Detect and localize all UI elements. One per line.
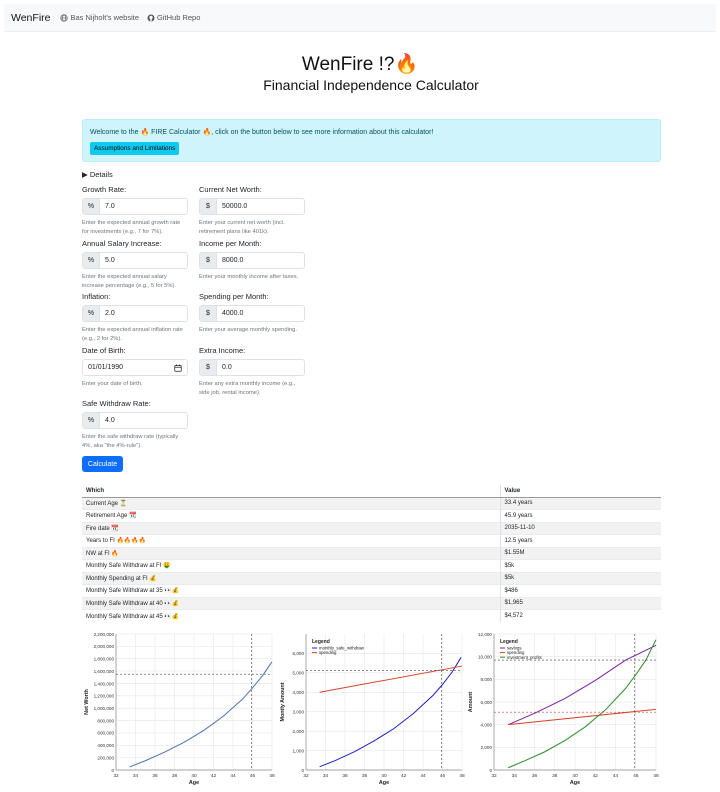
table-row — [82, 610, 661, 623]
x-tick-label: 40 — [381, 774, 387, 779]
x-tick-label: 44 — [420, 774, 426, 779]
salary-increase-value: 5.0 — [105, 257, 115, 264]
brand-link[interactable]: WenFire — [11, 11, 51, 24]
table-header-row — [82, 485, 661, 497]
y-tick-label: 2,000 — [292, 728, 304, 734]
series-line-spending — [320, 666, 462, 692]
calendar-icon[interactable] — [174, 364, 182, 372]
growth-rate-field — [82, 185, 188, 236]
x-tick-label: 44 — [230, 774, 236, 779]
percent-prefix: % — [83, 413, 100, 428]
row-value: $5k — [500, 560, 661, 573]
x-tick-label: 48 — [459, 774, 465, 779]
net-worth-help: Enter your current net worth (incl. retirement plans like 401k). — [199, 220, 285, 235]
website-link[interactable] — [60, 13, 139, 22]
website-link-label: Bas Nijholt's website — [70, 13, 140, 22]
dob-help: Enter your date of birth. — [82, 381, 143, 387]
dob-label: Date of Birth: — [82, 346, 126, 355]
row-value: $1,965 — [500, 597, 661, 610]
x-tick-label: 46 — [633, 774, 639, 779]
percent-prefix: % — [83, 199, 100, 214]
swr-value: 4.0 — [105, 417, 115, 424]
legend-label: savings — [507, 645, 522, 651]
extra-income-input[interactable] — [199, 359, 305, 376]
x-tick-label: 38 — [552, 774, 558, 779]
spending-input[interactable] — [199, 305, 305, 322]
salary-increase-help: Enter the expected annual salary increase percentage (e.g., 5 for 5%). — [82, 274, 177, 289]
spending-label: Spending per Month: — [199, 292, 269, 301]
row-label: Monthly Safe Withdraw at 45 👀💰 — [82, 610, 500, 623]
table-row — [82, 497, 661, 510]
y-tick-label: 600,000 — [97, 730, 114, 736]
x-tick-label: 38 — [171, 774, 178, 779]
inflation-field — [82, 292, 188, 343]
x-tick-label: 48 — [269, 774, 275, 779]
table-row — [82, 585, 661, 598]
y-tick-label: 200,000 — [97, 755, 114, 761]
row-value: 45.9 years — [500, 510, 661, 523]
y-tick-label: 6,000 — [480, 699, 492, 705]
spending-help: Enter your average monthly spending. — [199, 327, 297, 333]
net-worth-input[interactable] — [199, 198, 305, 215]
x-tick-label: 34 — [322, 774, 329, 779]
calculate-button[interactable]: Calculate — [82, 456, 123, 472]
y-tick-label: 2,000 — [480, 745, 492, 751]
x-tick-label: 36 — [531, 774, 538, 779]
legend-title: Legend — [500, 639, 518, 645]
github-icon — [147, 14, 155, 22]
growth-rate-value: 7.0 — [105, 203, 115, 210]
y-tick-label: 4,000 — [292, 690, 304, 696]
y-axis-label: Amount — [468, 691, 474, 713]
extra-income-help: Enter any extra monthly income (e.g., side job, rental income). — [199, 381, 296, 396]
row-value: 12.5 years — [500, 535, 661, 548]
y-tick-label: 2,200,000 — [93, 631, 114, 637]
dob-value: 01/01/1990 — [88, 364, 124, 371]
x-tick-label: 42 — [592, 774, 598, 779]
y-tick-label: 1,000,000 — [93, 705, 114, 711]
salary-increase-input[interactable] — [82, 252, 188, 269]
info-alert — [82, 119, 661, 162]
x-tick-label: 38 — [361, 774, 368, 779]
row-label: NW at FI 🔥 — [82, 547, 500, 560]
net-worth-value: 50000.0 — [222, 203, 248, 210]
x-tick-label: 42 — [400, 774, 407, 779]
income-help: Enter your monthly income after taxes. — [199, 274, 299, 280]
column-header-which: Which — [82, 485, 500, 497]
results-table — [82, 485, 661, 622]
x-tick-label: 34 — [132, 774, 139, 779]
details-toggle[interactable]: ▶ Details — [82, 170, 113, 179]
row-label: Monthly Safe Withdraw at 35 👀💰 — [82, 585, 500, 598]
x-tick-label: 46 — [439, 774, 446, 779]
x-tick-label: 46 — [249, 774, 256, 779]
percent-prefix: % — [83, 306, 100, 321]
x-tick-label: 40 — [191, 774, 197, 779]
table-row — [82, 560, 661, 573]
column-header-value: Value — [500, 485, 661, 497]
row-value: 33.4 years — [500, 497, 661, 510]
x-tick-label: 34 — [511, 774, 517, 779]
assumptions-button[interactable]: Assumptions and Limitations — [90, 142, 179, 155]
dob-input[interactable] — [82, 359, 188, 376]
x-tick-label: 32 — [113, 774, 119, 779]
dob-field — [82, 346, 188, 389]
income-value: 8000.0 — [222, 257, 244, 264]
spending-field — [199, 292, 305, 335]
alert-text: Welcome to the 🔥 FIRE Calculator 🔥, click on the button below to see more information about this calculator! — [90, 129, 434, 136]
y-tick-label: 4,000 — [480, 722, 492, 728]
growth-rate-help: Enter the expected annual growth rate for investments (e.g., 7 for 7%). — [82, 220, 181, 235]
page-title: WenFire !?🔥 — [301, 54, 419, 75]
row-label: Monthly Safe Withdraw at FI 🤑 — [82, 560, 500, 573]
x-tick-label: 42 — [210, 774, 217, 779]
table-row — [82, 522, 661, 535]
inflation-help: Enter the expected annual inflation rate (e.g., 2 for 2%). — [82, 327, 183, 342]
row-label: Fire date 📆 — [82, 522, 500, 535]
growth-rate-input[interactable] — [82, 198, 188, 215]
x-axis-label: Age — [188, 780, 200, 786]
y-tick-label: 12,000 — [477, 631, 492, 637]
inflation-input[interactable] — [82, 305, 188, 322]
dollar-prefix: $ — [200, 199, 217, 214]
net-worth-chart — [82, 628, 278, 790]
table-row — [82, 535, 661, 548]
extra-income-label: Extra Income: — [199, 346, 246, 355]
globe-icon — [60, 14, 68, 22]
x-tick-label: 32 — [491, 774, 497, 779]
swr-field — [82, 399, 188, 450]
y-tick-label: 400,000 — [97, 743, 114, 749]
y-tick-label: 3,000 — [292, 709, 304, 715]
y-tick-label: 6,000 — [292, 651, 304, 657]
y-axis-label: Net Worth — [84, 689, 90, 715]
swr-label: Safe Withdraw Rate: — [82, 399, 151, 408]
net-worth-field — [199, 185, 305, 236]
net-worth-label: Current Net Worth: — [199, 185, 262, 194]
x-tick-label: 40 — [572, 774, 578, 779]
growth-rate-label: Growth Rate: — [82, 185, 127, 194]
x-axis-label: Age — [569, 780, 581, 786]
salary-increase-label: Annual Salary Increase: — [82, 239, 162, 248]
x-tick-label: 48 — [653, 774, 659, 779]
table-row — [82, 547, 661, 560]
legend-label: spending — [319, 650, 337, 656]
y-tick-label: 0 — [301, 767, 304, 773]
y-tick-label: 800,000 — [97, 718, 114, 724]
github-link[interactable] — [147, 13, 200, 22]
legend-title: Legend — [312, 639, 330, 645]
y-tick-label: 0 — [111, 767, 114, 773]
row-label: Monthly Spending at FI 💰 — [82, 572, 500, 585]
y-tick-label: 10,000 — [477, 654, 492, 660]
navbar — [4, 4, 716, 32]
extra-income-field — [199, 346, 305, 397]
x-tick-label: 36 — [152, 774, 158, 779]
row-label: Monthly Safe Withdraw at 40 👀💰 — [82, 597, 500, 610]
percent-prefix: % — [83, 253, 100, 268]
row-value: $1.55M — [500, 547, 661, 560]
amount-breakdown-chart — [466, 628, 662, 790]
table-row — [82, 510, 661, 523]
y-tick-label: 1,000 — [292, 748, 304, 754]
income-label: Income per Month: — [199, 239, 262, 248]
row-label: Years to FI 🔥🔥🔥🔥 — [82, 535, 500, 548]
x-tick-label: 44 — [612, 774, 619, 779]
y-tick-label: 5,000 — [292, 670, 304, 676]
row-value: $5k — [500, 572, 661, 585]
page-subtitle: Financial Independence Calculator — [263, 77, 479, 93]
legend-label: investment_profits — [507, 654, 542, 660]
x-tick-label: 36 — [342, 774, 348, 779]
y-tick-label: 2,000,000 — [93, 644, 114, 650]
salary-increase-field — [82, 239, 188, 290]
income-field — [199, 239, 305, 282]
swr-input[interactable] — [82, 412, 188, 429]
y-tick-label: 8,000 — [480, 677, 492, 683]
row-label: Retirement Age 📆 — [82, 510, 500, 523]
spending-value: 4000.0 — [222, 310, 244, 317]
github-link-label: GitHub Repo — [157, 13, 201, 22]
row-label: Current Age ⏳ — [82, 497, 500, 510]
row-value: $4,572 — [500, 610, 661, 623]
table-row — [82, 597, 661, 610]
row-value: 2035-11-10 — [500, 522, 661, 535]
income-input[interactable] — [199, 252, 305, 269]
y-tick-label: 1,200,000 — [93, 693, 114, 699]
series-line-spending — [508, 709, 656, 724]
dollar-prefix: $ — [200, 306, 217, 321]
swr-help: Enter the safe withdraw rate (typically 4%, aka "the 4%-rule"). — [82, 434, 179, 449]
dollar-prefix: $ — [200, 253, 217, 268]
y-axis-label: Montly Amount — [280, 682, 286, 722]
dollar-prefix: $ — [200, 360, 217, 375]
inflation-label: Inflation: — [82, 292, 111, 301]
x-axis-label: Age — [378, 780, 390, 786]
row-value: $486 — [500, 585, 661, 598]
inflation-value: 2.0 — [105, 310, 115, 317]
y-tick-label: 0 — [489, 767, 492, 773]
table-row — [82, 572, 661, 585]
legend-label: spending — [507, 650, 525, 656]
y-tick-label: 1,600,000 — [93, 668, 114, 674]
extra-income-value: 0.0 — [222, 364, 232, 371]
y-tick-label: 1,800,000 — [93, 656, 114, 662]
legend-label: monthly_safe_withdraw — [319, 645, 364, 651]
monthly-withdraw-chart — [276, 628, 470, 790]
x-tick-label: 32 — [303, 774, 309, 779]
y-tick-label: 1,400,000 — [93, 681, 114, 687]
series-line-net-worth — [130, 662, 272, 767]
